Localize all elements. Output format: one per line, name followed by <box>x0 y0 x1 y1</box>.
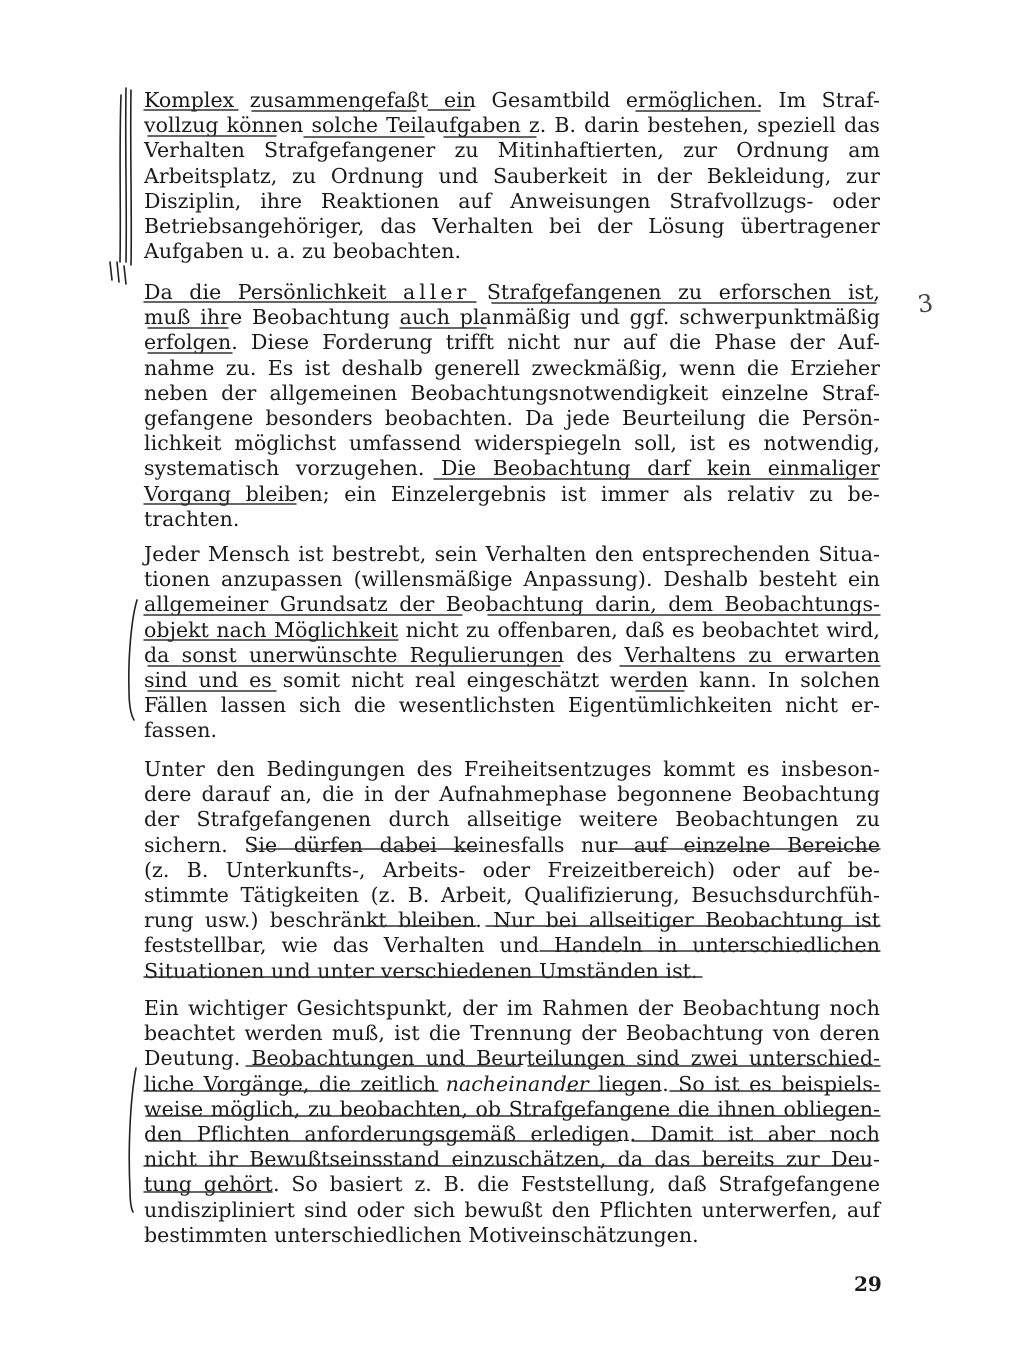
text-line: objekt nach Möglichkeit nicht zu offenbaren, daß es beobachtet wird, <box>144 617 880 642</box>
paragraph-4 <box>144 757 880 984</box>
text-line: stimmte Tätigkeiten (z. B. Arbeit, Qualifizierung, Besuchsdurchfüh- <box>144 882 880 907</box>
text-line: feststellbar, wie das Verhalten und Handeln in unterschiedlichen <box>144 933 880 958</box>
text-line: Situationen und unter verschiedenen Umständen ist. <box>144 958 698 983</box>
text-line: Ein wichtiger Gesichtspunkt, der im Rahmen der Beobachtung noch <box>144 996 880 1020</box>
text-line: lichkeit möglichst umfassend widerspiegeln soll, ist es notwendig, <box>144 431 880 456</box>
text-line <box>144 280 880 305</box>
text-line: da sonst unerwünschte Regulierungen des Verhaltens zu erwarten <box>144 642 880 667</box>
margin-bracket-1 <box>110 88 131 284</box>
text-line: Fällen lassen sich die wesentlichsten Eigentümlichkeiten nicht er- <box>144 693 880 718</box>
paragraph-1 <box>144 88 880 264</box>
text-line: weise möglich, zu beobachten, ob Strafgefangene die ihnen obliegen- <box>144 1096 880 1121</box>
text-line: dere darauf an, die in der Aufnahmephase begonnene Beobachtung <box>144 782 880 807</box>
text-line: allgemeiner Grundsatz der Beobachtung darin, dem Beobachtungs- <box>144 592 880 617</box>
text-line: nahme zu. Es ist deshalb generell zweckmäßig, wenn die Erzieher <box>144 355 880 380</box>
margin-bracket-3 <box>129 600 137 720</box>
text-line: Aufgaben u. a. zu beobachten. <box>144 239 462 264</box>
text-line: Vorgang bleiben; ein Einzelergebnis ist immer als relativ zu be- <box>144 481 880 506</box>
italic-word: nacheinander <box>445 1071 589 1096</box>
text-line: Verhalten Strafgefangener zu Mitinhaftierten, zur Ordnung am <box>144 138 880 163</box>
text-line: neben der allgemeinen Beobachtungsnotwendigkeit einzelne Straf- <box>144 380 880 405</box>
text-line: vollzug können solche Teilaufgaben z. B. darin bestehen, speziell das <box>144 113 880 138</box>
text-line: systematisch vorzugehen. Die Beobachtung darf kein einmaliger <box>144 456 880 481</box>
text-line: Komplex zusammengefaßt ein Gesamtbild ermöglichen. Im Straf- <box>144 88 880 112</box>
text-line: Deutung. Beobachtungen und Beurteilungen sind zwei unterschied- <box>144 1046 880 1071</box>
text-line: undiszipliniert sind oder sich bewußt den Pflichten unterwerfen, auf <box>144 1197 880 1222</box>
text-fragment: liegen. So ist es beispiels- <box>598 1071 880 1096</box>
text-line <box>144 1072 880 1097</box>
text-fragment: Da die Persönlichkeit <box>144 280 387 304</box>
text-line: fassen. <box>144 718 218 743</box>
text-line: Arbeitsplatz, zu Ordnung und Sauberkeit in der Bekleidung, zur <box>144 163 880 188</box>
page-number: 29 <box>854 1272 882 1296</box>
paragraph-5 <box>144 996 880 1248</box>
paragraph-3 <box>144 542 880 744</box>
text-line: sichern. Sie dürfen dabei keinesfalls nur auf einzelne Bereiche <box>144 832 880 857</box>
margin-note-text: 3 <box>915 288 935 319</box>
text-line: Unter den Bedingungen des Freiheitsentzuges kommt es insbeson- <box>144 757 880 781</box>
text-line: Betriebsangehöriger, das Verhalten bei der Lösung übertragener <box>144 213 880 238</box>
text-line: erfolgen. Diese Forderung trifft nicht nur auf die Phase der Auf- <box>144 330 880 355</box>
emphasized-word: aller <box>403 280 471 304</box>
text-line: Disziplin, ihre Reaktionen auf Anweisungen Strafvollzugs- oder <box>144 188 880 213</box>
text-line: Jeder Mensch ist bestrebt, sein Verhalten den entsprechenden Situa- <box>144 542 880 566</box>
text-line: muß ihre Beobachtung auch planmäßig und ggf. schwerpunktmäßig <box>144 305 880 330</box>
paragraph-2 <box>144 280 880 532</box>
text-line: der Strafgefangenen durch allseitige weitere Beobachtungen zu <box>144 807 880 832</box>
text-line: rung usw.) beschränkt bleiben. Nur bei allseitiger Beobachtung ist <box>144 908 880 933</box>
text-line: gefangene besonders beobachten. Da jede Beurteilung die Persön- <box>144 405 880 430</box>
text-fragment: Strafgefangenen zu erforschen ist, <box>486 280 880 304</box>
text-line: tung gehört. So basiert z. B. die Feststellung, daß Strafgefangene <box>144 1172 880 1197</box>
text-line: sind und es somit nicht real eingeschätzt werden kann. In solchen <box>144 667 880 692</box>
text-line: den Pflichten anforderungsgemäß erledigen. Damit ist aber noch <box>144 1121 880 1146</box>
text-fragment: liche Vorgänge, die zeitlich <box>144 1071 437 1096</box>
text-line: tionen anzupassen (willensmäßige Anpassung). Deshalb besteht ein <box>144 567 880 592</box>
text-line: trachten. <box>144 506 240 531</box>
text-line: (z. B. Unterkunfts-, Arbeits- oder Freizeitbereich) oder auf be- <box>144 857 880 882</box>
margin-bracket-5 <box>129 1068 136 1212</box>
text-line: nicht ihr Bewußtseinsstand einzuschätzen, da das bereits zur Deu- <box>144 1147 880 1172</box>
text-line: beachtet werden muß, ist die Trennung der Beobachtung von deren <box>144 1021 880 1046</box>
text-line: bestimmten unterschiedlichen Motiveinschätzungen. <box>144 1222 699 1247</box>
